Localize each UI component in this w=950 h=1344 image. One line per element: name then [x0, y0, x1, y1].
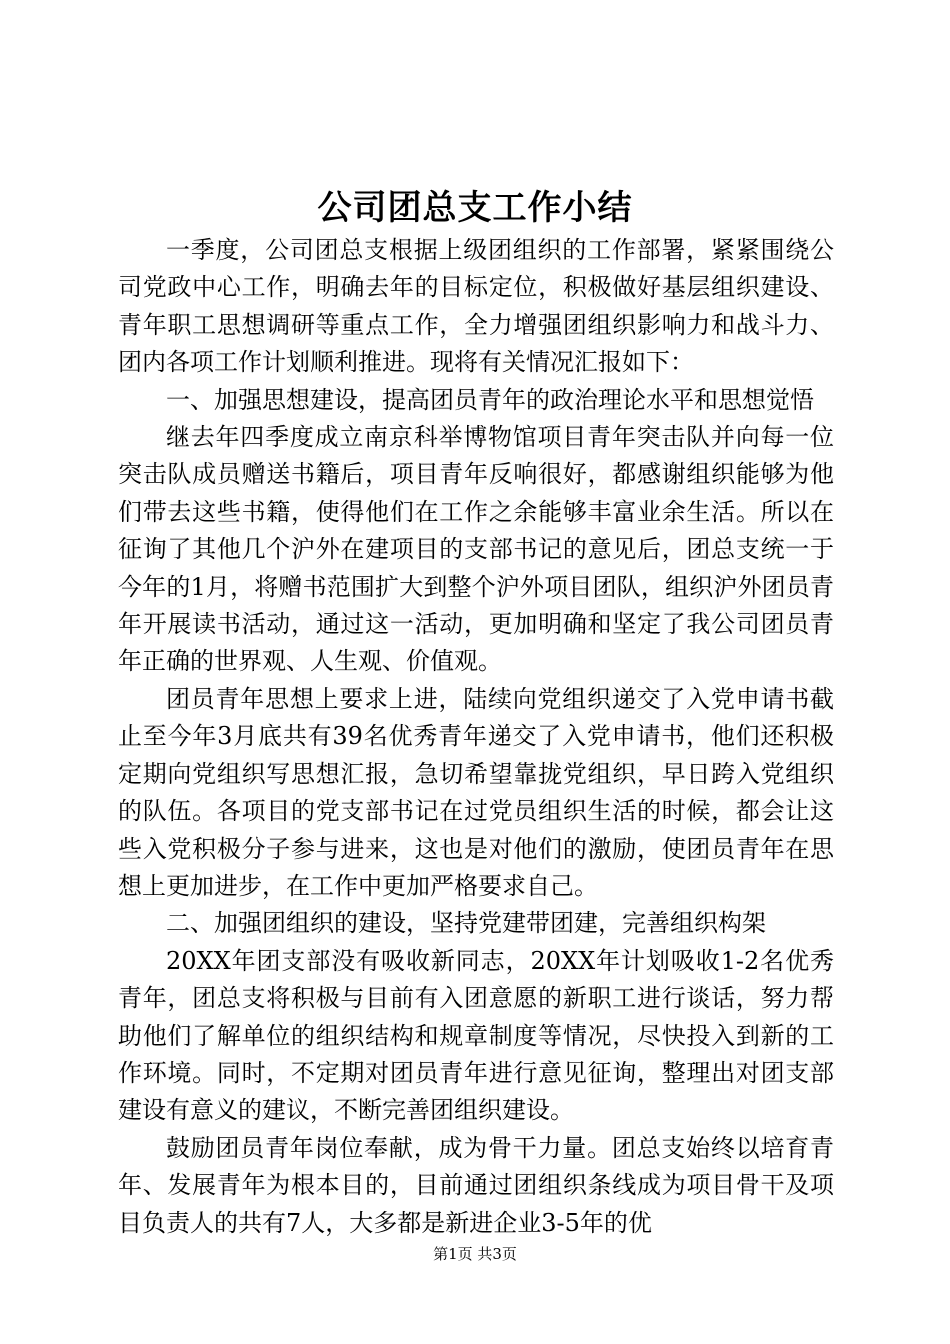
- document-body: [118, 232, 834, 1242]
- document-title: 公司团总支工作小结: [317, 188, 633, 228]
- paragraph-recruitment-plan: 20XX年团支部没有吸收新同志，20XX年计划吸收1-2名优秀青年，团总支将积极与目前有入团意愿的新职工进行谈话，努力帮助他们了解单位的组织结构和规章制度等情况，尽快投入到新的工作环境。同时，不定期对团员青年进行意见征询，整理出对团支部建设有意义的建议，不断完善团组织建设。: [118, 946, 834, 1125]
- paragraph-backbone-force: 鼓励团员青年岗位奉献，成为骨干力量。团总支始终以培育青年、发展青年为根本目的，目前通过团组织条线成为项目骨干及项目负责人的共有7人，大多都是新进企业3-5年的优: [118, 1133, 834, 1237]
- paragraph-party-application: 团员青年思想上要求上进，陆续向党组织递交了入党申请书截止至今年3月底共有39名优秀青年递交了入党申请书，他们还积极定期向党组织写思想汇报，急切希望靠拢党组织，早日跨入党组织的队伍。各项目的党支部书记在过党员组织生活的时候，都会让这些入党积极分子参与进来，这也是对他们的激励，使团员青年在思想上更加进步，在工作中更加严格要求自己。: [118, 684, 834, 900]
- paragraph-reading-activity: 继去年四季度成立南京科举博物馆项目青年突击队并向每一位突击队成员赠送书籍后，项目青年反响很好，都感谢组织能够为他们带去这些书籍，使得他们在工作之余能够丰富业余生活。所以在征询了其他几个沪外在建项目的支部书记的意见后，团总支统一于今年的1月，将赠书范围扩大到整个沪外项目团队，组织沪外团员青年开展读书活动，通过这一活动，更加明确和坚定了我公司团员青年正确的世界观、人生观、价值观。: [118, 423, 834, 676]
- section-heading-2: 二、加强团组织的建设，坚持党建带团建，完善组织构架: [166, 909, 766, 938]
- paragraph-intro: 一季度，公司团总支根据上级团组织的工作部署，紧紧围绕公司党政中心工作，明确去年的目标定位，积极做好基层组织建设、青年职工思想调研等重点工作，全力增强团组织影响力和战斗力、团内各项工作计划顺利推进。现将有关情况汇报如下：: [118, 236, 834, 377]
- section-heading-1: 一、加强思想建设，提高团员青年的政治理论水平和思想觉悟: [166, 385, 814, 414]
- page-number-footer: 第1页 共3页: [433, 1245, 517, 1263]
